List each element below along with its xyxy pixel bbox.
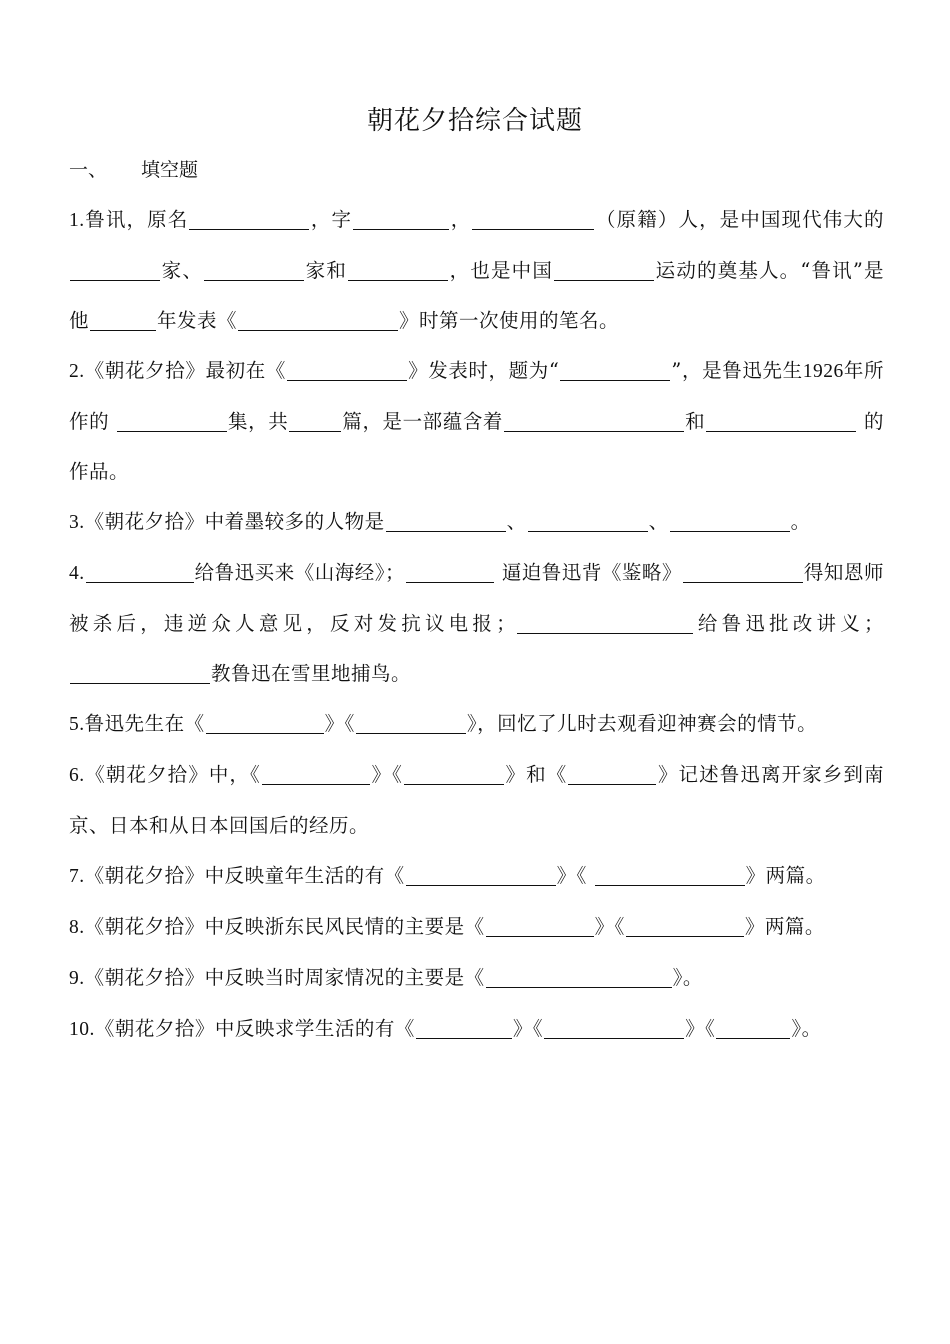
blank[interactable] (404, 765, 504, 786)
blank[interactable] (416, 1019, 512, 1040)
question-9: 9.《朝花夕拾》中反映当时周家情况的主要是《 》。 (69, 966, 703, 989)
question-10: 10.《朝花夕拾》中反映求学生活的有《 》《 》《 》。 (69, 1017, 822, 1040)
blank[interactable] (353, 210, 449, 231)
question-number: 9. (69, 968, 85, 989)
question-number: 2. (69, 361, 85, 382)
blank[interactable] (595, 866, 745, 887)
question-number: 6. (69, 765, 85, 786)
blank[interactable] (560, 361, 670, 382)
blank[interactable] (486, 917, 594, 938)
section-number: 一、 (69, 159, 108, 181)
question-6: 6.《朝花夕拾》中，《 》《 》和《 》记述鲁迅离开家乡到南京、日本和从日本回国后的经历。 (69, 763, 884, 837)
question-number: 10. (69, 1019, 95, 1040)
blank[interactable] (238, 311, 398, 332)
blank[interactable] (386, 512, 506, 533)
blank[interactable] (504, 412, 684, 433)
blank[interactable] (117, 412, 227, 433)
question-8: 8.《朝花夕拾》中反映浙东民风民情的主要是《 》《 》两篇。 (69, 915, 825, 938)
question-number: 5. (69, 714, 85, 735)
question-2: 2.《朝花夕拾》最初在《 》发表时，题为“ ”，是鲁迅先生1926年所作的 集，共 篇，是一部蕴含着 和 的作品。 (69, 359, 884, 483)
blank[interactable] (189, 210, 309, 231)
question-4: 4. 给鲁迅买来《山海经》； 逼迫鲁迅背《鉴略》 得知恩师被杀后，违逆众人意见，反对发抗议电报； 给鲁迅批改讲义；教鲁迅在雪里地捕鸟。 (69, 561, 884, 685)
question-number: 7. (69, 866, 85, 887)
question-3: 3.《朝花夕拾》中着墨较多的人物是 、 、 。 (69, 510, 811, 533)
question-number: 3. (69, 512, 85, 533)
blank[interactable] (544, 1019, 684, 1040)
blank[interactable] (716, 1019, 790, 1040)
page-title: 朝花夕拾综合试题 (366, 106, 583, 136)
blank[interactable] (356, 714, 466, 735)
blank[interactable] (90, 311, 156, 332)
blank[interactable] (206, 714, 324, 735)
blank[interactable] (86, 563, 194, 584)
blank[interactable] (70, 261, 160, 282)
blank[interactable] (204, 261, 304, 282)
blank[interactable] (528, 512, 648, 533)
question-7: 7.《朝花夕拾》中反映童年生活的有《 》《 》两篇。 (69, 864, 826, 887)
section-label: 填空题 (141, 159, 199, 181)
question-list (69, 195, 884, 1055)
blank[interactable] (348, 261, 448, 282)
question-1: 1.鲁讯，原名 ，字 ， （原籍）人，是中国现代伟大的家、 家和 ，也是中国 运动的奠基人。“鲁讯”是他 年发表《 》时第一次使用的笔名。 (69, 208, 884, 332)
blank[interactable] (683, 563, 803, 584)
question-5: 5.鲁迅先生在《 》《 》，回忆了儿时去观看迎神赛会的情节。 (69, 712, 818, 735)
section-heading (69, 155, 198, 182)
blank[interactable] (626, 917, 744, 938)
blank[interactable] (287, 361, 407, 382)
blank[interactable] (289, 412, 341, 433)
question-number: 8. (69, 917, 85, 938)
blank[interactable] (486, 968, 672, 989)
question-number: 1. (69, 210, 85, 231)
blank[interactable] (670, 512, 790, 533)
blank[interactable] (517, 614, 693, 635)
blank[interactable] (706, 412, 856, 433)
question-number: 4. (69, 563, 85, 584)
blank[interactable] (568, 765, 656, 786)
blank[interactable] (70, 664, 210, 685)
blank[interactable] (554, 261, 654, 282)
blank[interactable] (472, 210, 594, 231)
blank[interactable] (406, 866, 556, 887)
blank[interactable] (406, 563, 494, 584)
blank[interactable] (262, 765, 370, 786)
